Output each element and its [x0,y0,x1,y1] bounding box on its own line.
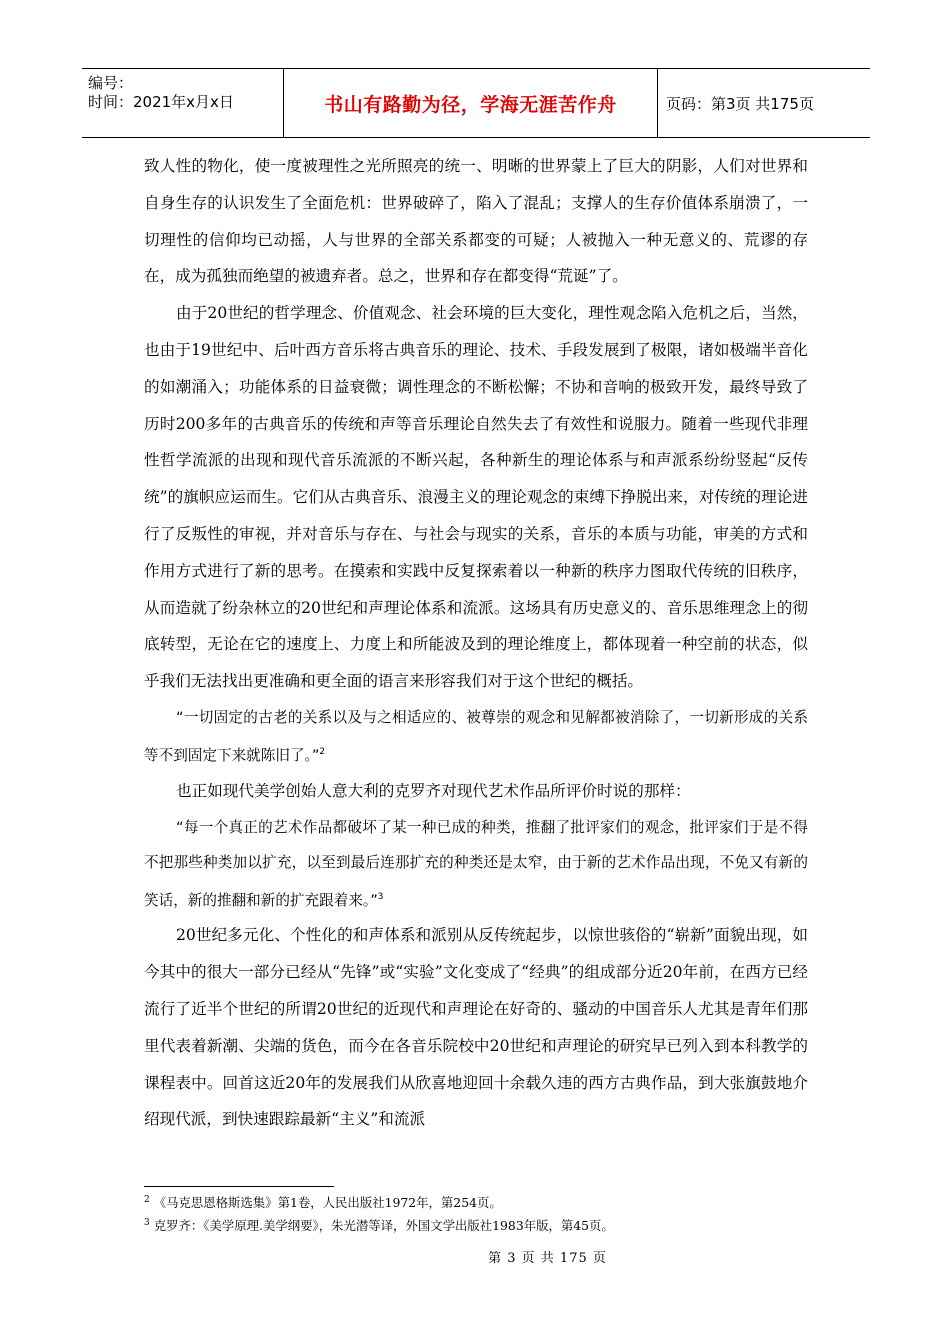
footnote-text: 《马克思恩格斯选集》第1卷，人民出版社1972年，第254页。 [153,1195,502,1211]
footnote-ref: 2 [319,746,326,757]
document-date: 时间：2021年x月x日 [88,93,234,111]
quote-paragraph [144,810,808,918]
paragraph: 20世纪多元化、个性化的和声体系和派别从反传统起步，以惊世骇俗的“崭新”面貌出现，如今其中的很大一部分已经从“先锋”或“实验”文化变成了“经典”的组成部分近20年前，在西方已经流行了近半个世纪的所谓20世纪的近现代和声理论在好奇的、骚动的中国音乐人尤其是青年们那里代表着新潮、尖端的货色，而今在各音乐院校中20世纪和声理论的研究早已列入到本科教学的课程表中。回首这近20年的发展我们从欣喜地迎回十余载久违的西方古典作品，到大张旗鼓地介绍现代派，到快速跟踪最新“主义”和流派 [144,926,808,1129]
paragraph: 也正如现代美学创始人意大利的克罗齐对现代艺术作品所评价时说的那样： [176,781,691,800]
footnote-separator [144,1186,334,1187]
page-header [82,68,870,138]
paragraph: 由于20世纪的哲学理念、价值观念、社会环境的巨大变化，理性观念陷入危机之后，当然，也由于19世纪中、后叶西方音乐将古典音乐的理论、技术、手段发展到了极限，诸如极端半音化的如潮涌入；功能体系的日益衰微；调性理念的不断松懈；不协和音响的极致开发，最终导致了历时200多年的古典音乐的传统和声等音乐理论自然失去了有效性和说服力。随着一些现代非理性哲学流派的出现和现代音乐流派的不断兴起，各种新生的理论体系与和声派系纷纷竖起“反传统”的旗帜应运而生。它们从古典音乐、浪漫主义的理论观念的束缚下挣脱出来，对传统的理论进行了反叛性的审视，并对音乐与存在、与社会与现实的关系，音乐的本质与功能，审美的方式和作用方式进行了新的思考。在摸索和实践中反复探索着以一种新的秩序力图取代传统的旧秩序，从而造就了纷杂林立的20世纪和声理论体系和流派。这场具有历史意义的、音乐思维理念上的彻底转型，无论在它的速度上、力度上和所能波及到的理论维度上，都体现着一种空前的状态，似乎我们无法找出更准确和更全面的语言来形容我们对于这个世纪的概括。 [144,304,808,691]
footnote-mark: 3 [144,1218,150,1229]
quote-paragraph [144,700,808,773]
quote-text: “一切固定的古老的关系以及与之相适应的、被尊崇的观念和见解都被消除了，一切新形成的关系等不到固定下来就陈旧了。” [144,708,808,764]
header-motto-cell [284,69,658,137]
header-page-info: 页码：第3页 共175页 [666,94,814,113]
document-number-label: 编号： [88,74,134,92]
footnote-ref: 3 [377,891,384,902]
paragraph: 致人性的物化，使一度被理性之光所照亮的统一、明晰的世界蒙上了巨大的阴影，人们对世界和自身生存的认识发生了全面危机：世界破碎了，陷入了混乱；支撑人的生存价值体系崩溃了，一切理性的信仰均已动摇，人与世界的全部关系都变的可疑；人被抛入一种无意义的、荒谬的存在，成为孤独而绝望的被遗弃者。总之，世界和存在都变得“荒诞”了。 [144,157,808,286]
page-footer-number: 第 3 页 共 175 页 [488,1251,607,1266]
header-meta [82,69,284,137]
footnotes [144,1190,808,1236]
header-motto: 书山有路勤为径，学海无涯苦作舟 [324,93,617,116]
footnote [144,1213,808,1236]
footnote-mark: 2 [144,1195,150,1205]
quote-text: “每一个真正的艺术作品都破坏了某一种已成的种类，推翻了批评家们的观念，批评家们于是不得不把那些种类加以扩充，以至到最后连那扩充的种类还是太窄，由于新的艺术作品出现，不免又有新的笑话，新的推翻和新的扩充跟着来。” [144,818,808,909]
footnote-text: 克罗齐：《美学原理.美学纲要》，朱光潜等译，外国文学出版社1983年版，第45页。 [153,1218,614,1234]
footnote [144,1190,808,1213]
header-page-info-cell [658,69,870,137]
body-text [144,148,808,1138]
